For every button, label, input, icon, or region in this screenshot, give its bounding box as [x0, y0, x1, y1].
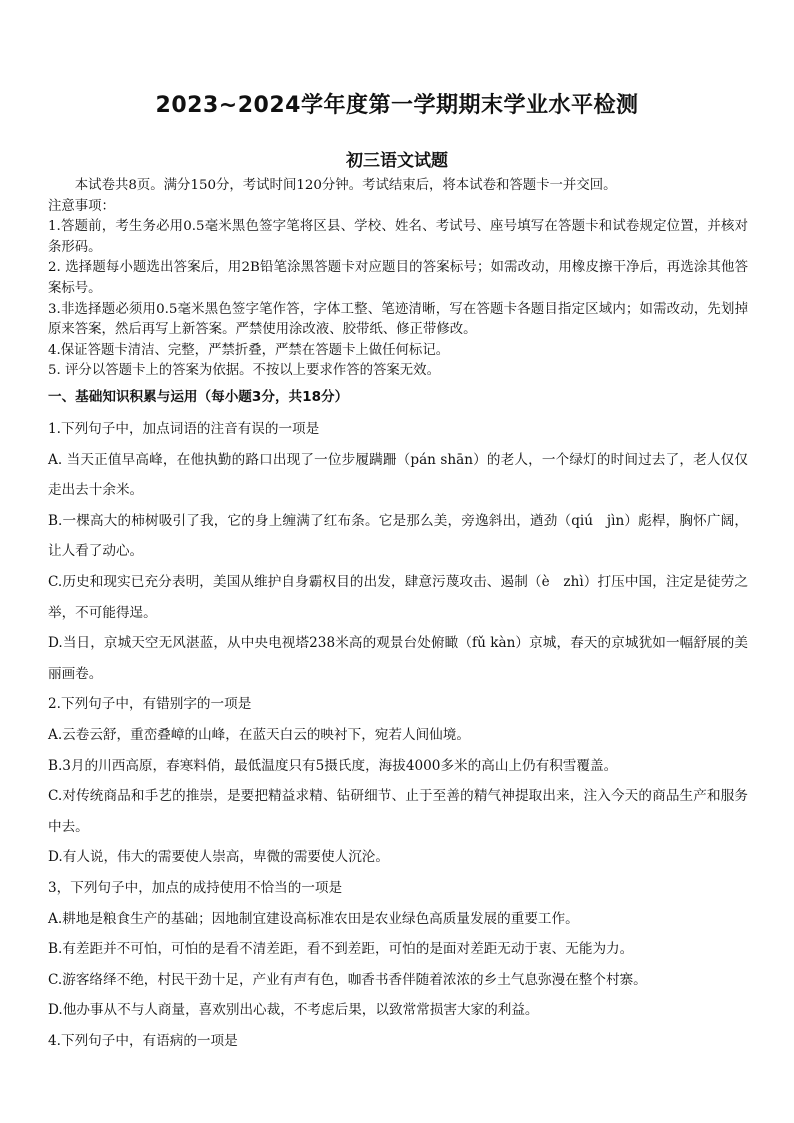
question-2-option-a: A.云卷云舒，重峦叠嶂的山峰，在蓝天白云的映衬下，宛若人间仙境。	[48, 726, 470, 743]
question-3-option-d: D.他办事从不与人商量，喜欢别出心裁，不考虑后果，以致常常损害大家的利益。	[48, 1002, 539, 1019]
question-3-option-b: B.有差距并不可怕，可怕的是看不清差距，看不到差距，可怕的是面对差距无动于衷、无能为力。	[48, 941, 634, 958]
notice-label: 注意事项：	[48, 198, 115, 214]
exam-subtitle: 初三语文试题	[346, 151, 448, 171]
exam-title: 2023~2024学年度第一学期期末学业水平检测	[155, 93, 639, 118]
question-2-option-b: B.3月的川西高原，春寒料俏，最低温度只有5摄氏度，海拔4000多米的高山上仍有积雪覆盖。	[48, 757, 618, 774]
notice-item-3: 3.非选择题必须用0.5毫米黑色签字笔作答，字体工整、笔迹清晰，写在答题卡各题目指定区域内；如需改动，先划掉原来答案，然后再写上新答案。严禁使用涂改液、胶带纸、修正带修改。	[48, 301, 748, 338]
question-1-stem: 1.下列句子中，加点词语的注音有误的一项是	[48, 421, 320, 437]
notice-item-4: 4.保证答题卡清洁、完整，严禁折叠，严禁在答题卡上做任何标记。	[48, 342, 450, 358]
question-3-option-c: C.游客络绎不绝，村民干劲十足，产业有声有色，咖香书香伴随着浓浓的乡土气息弥漫在整个村寨。	[48, 971, 647, 988]
question-1-option-b: B.一棵高大的柿树吸引了我，它的身上缠满了红布条。它是那么美，旁逸斜出，遒劲（qiú jìn）彪桿，胸怀广阔，让人看了动心。	[48, 512, 748, 560]
question-2-option-c: C.对传统商品和手艺的推崇，是要把精益求精、钻研细节、止于至善的精气神提取出来，注入今天的商品生产和服务中去。	[48, 788, 748, 835]
notice-item-5: 5. 评分以答题卡上的答案为依据。不按以上要求作答的答案无效。	[48, 363, 440, 379]
question-3-option-a: A.耕地是粮食生产的基础；因地制宜建设高标准农田是农业绿色高质量发展的重要工作。	[48, 910, 579, 927]
question-3-stem: 3，下列句子中，加点的成持使用不恰当的一项是	[48, 879, 343, 896]
notice-item-2: 2. 选择题每小题选出答案后，用2B铅笔涂黑答题卡对应题目的答案标号；如需改动，用橡皮擦干净后，再选涂其他答案标号。	[48, 260, 748, 296]
question-4-stem: 4.下列句子中，有语病的一项是	[48, 1032, 238, 1049]
question-1-option-d: D.当日，京城天空无风湛蓝，从中央电视塔238米高的观景台处俯瞰（fǔ kàn）京城，春天的京城犹如一幅舒展的美丽画卷。	[48, 635, 748, 682]
question-list	[48, 414, 748, 1056]
question-1-option-c: C.历史和现实已充分表明，美国从维护自身霸权目的出发，肆意污蔑攻击、遏制（è zhì）打压中国，注定是徒劳之举，不可能得逞。	[48, 573, 748, 621]
question-2-option-d: D.有人说，伟大的需要使人崇高，卑微的需要使人沉沦。	[48, 849, 389, 866]
question-1-option-a: A. 当天正值早高峰，在他执勤的路口出现了一位步履蹒跚（pán shān）的老人，一个绿灯的时间过去了，老人仅仅走出去十余米。	[48, 451, 748, 499]
question-2-stem: 2.下列句子中，有错别字的一项是	[48, 696, 252, 713]
notice-item-1: 1.答题前，考生务必用0.5毫米黑色签字笔将区县、学校、姓名、考试号、座号填写在答题卡和试卷规定位置，并核对条形码。	[48, 219, 748, 255]
section-heading: 一、基础知识积累与运用（每小题3分，共18分）	[48, 389, 349, 405]
intro-text: 本试卷共8页。满分150分，考试时间120分钟。考试结束后，将本试卷和答题卡一并交回。	[74, 178, 617, 193]
exam-instructions	[48, 176, 748, 382]
